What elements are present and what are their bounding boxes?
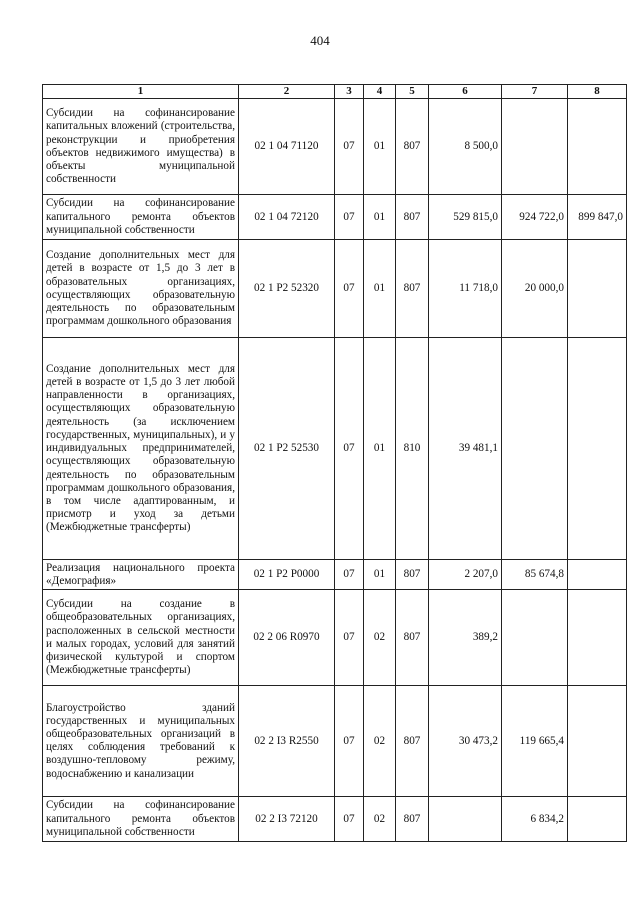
- page-number: 404: [310, 33, 330, 48]
- col7-amount: [502, 590, 568, 686]
- col6-amount: 8 500,0: [429, 99, 502, 195]
- classification-code: 02 1 P2 P0000: [239, 560, 335, 590]
- col5-cell: 807: [396, 240, 429, 338]
- col8-amount: 899 847,0: [568, 195, 627, 240]
- col8-amount: [568, 240, 627, 338]
- col4-cell: 01: [364, 240, 396, 338]
- header-row: [43, 85, 627, 99]
- col3-cell: 07: [335, 686, 364, 797]
- col4-cell: 01: [364, 560, 396, 590]
- col6-amount: 30 473,2: [429, 686, 502, 797]
- table-row: [43, 195, 627, 240]
- header-cell: 7: [502, 85, 568, 99]
- table-row: [43, 560, 627, 590]
- col8-amount: [568, 560, 627, 590]
- col4-cell: 01: [364, 195, 396, 240]
- col6-amount: 11 718,0: [429, 240, 502, 338]
- col5-cell: 807: [396, 686, 429, 797]
- col4-cell: 02: [364, 590, 396, 686]
- classification-code: 02 2 I3 72120: [239, 797, 335, 842]
- header-cell: 4: [364, 85, 396, 99]
- row-description: Субсидии на софинансирование капитальных вложений (строительства, реконструкции и приобретения объектов недвижимого имущества) в объекты муниципальной собственности: [43, 99, 239, 195]
- col5-cell: 810: [396, 338, 429, 560]
- col7-amount: 924 722,0: [502, 195, 568, 240]
- col8-amount: [568, 797, 627, 842]
- table-row: [43, 590, 627, 686]
- row-description: Реализация национального проекта «Демография»: [43, 560, 239, 590]
- col3-cell: 07: [335, 338, 364, 560]
- header-cell: 8: [568, 85, 627, 99]
- header-cell: 1: [43, 85, 239, 99]
- row-description: Создание дополнительных мест для детей в возрасте от 1,5 до 3 лет любой направленности в организациях, осуществляющих образовательную деятельность (за исключением государственных, муниципальных), и у индивидуальных предпринимателей, осуществляющих образовательную деятельность по образовательным программам дошкольного образования, в том числе адаптированным, и присмотр и уход за детьми (Межбюджетные трансферты): [43, 338, 239, 560]
- col3-cell: 07: [335, 590, 364, 686]
- table-row: [43, 797, 627, 842]
- table-row: [43, 99, 627, 195]
- col5-cell: 807: [396, 590, 429, 686]
- col3-cell: 07: [335, 99, 364, 195]
- col8-amount: [568, 686, 627, 797]
- classification-code: 02 2 06 R0970: [239, 590, 335, 686]
- col6-amount: [429, 797, 502, 842]
- col5-cell: 807: [396, 560, 429, 590]
- col7-amount: 85 674,8: [502, 560, 568, 590]
- header-cell: 3: [335, 85, 364, 99]
- col6-amount: 389,2: [429, 590, 502, 686]
- col5-cell: 807: [396, 797, 429, 842]
- table-row: [43, 686, 627, 797]
- table-row: [43, 338, 627, 560]
- classification-code: 02 1 04 71120: [239, 99, 335, 195]
- col4-cell: 01: [364, 338, 396, 560]
- classification-code: 02 1 P2 52530: [239, 338, 335, 560]
- col7-amount: 119 665,4: [502, 686, 568, 797]
- classification-code: 02 1 04 72120: [239, 195, 335, 240]
- col3-cell: 07: [335, 240, 364, 338]
- header-cell: 5: [396, 85, 429, 99]
- col4-cell: 02: [364, 686, 396, 797]
- col8-amount: [568, 99, 627, 195]
- col7-amount: 6 834,2: [502, 797, 568, 842]
- col7-amount: [502, 99, 568, 195]
- table-row: [43, 240, 627, 338]
- col3-cell: 07: [335, 797, 364, 842]
- col6-amount: 2 207,0: [429, 560, 502, 590]
- col6-amount: 39 481,1: [429, 338, 502, 560]
- row-description: Субсидии на софинансирование капитального ремонта объектов муниципальной собственности: [43, 195, 239, 240]
- col8-amount: [568, 338, 627, 560]
- budget-table: [42, 84, 627, 842]
- col6-amount: 529 815,0: [429, 195, 502, 240]
- col4-cell: 01: [364, 99, 396, 195]
- row-description: Создание дополнительных мест для детей в возрасте от 1,5 до 3 лет в образовательных организациях, осуществляющих образовательную деятельность по образовательным программам дошкольного образования: [43, 240, 239, 338]
- col5-cell: 807: [396, 195, 429, 240]
- row-description: Благоустройство зданий государственных и муниципальных общеобразовательных организаций в целях соблюдения требований к воздушно-тепловому режиму, водоснабжению и канализации: [43, 686, 239, 797]
- classification-code: 02 1 P2 52320: [239, 240, 335, 338]
- col3-cell: 07: [335, 560, 364, 590]
- col8-amount: [568, 590, 627, 686]
- col3-cell: 07: [335, 195, 364, 240]
- classification-code: 02 2 I3 R2550: [239, 686, 335, 797]
- row-description: Субсидии на создание в общеобразовательных организациях, расположенных в сельской местности и малых городах, условий для занятий физической культурой и спортом (Межбюджетные трансферты): [43, 590, 239, 686]
- col7-amount: 20 000,0: [502, 240, 568, 338]
- row-description: Субсидии на софинансирование капитального ремонта объектов муниципальной собственности: [43, 797, 239, 842]
- header-cell: 6: [429, 85, 502, 99]
- col4-cell: 02: [364, 797, 396, 842]
- col7-amount: [502, 338, 568, 560]
- header-cell: 2: [239, 85, 335, 99]
- col5-cell: 807: [396, 99, 429, 195]
